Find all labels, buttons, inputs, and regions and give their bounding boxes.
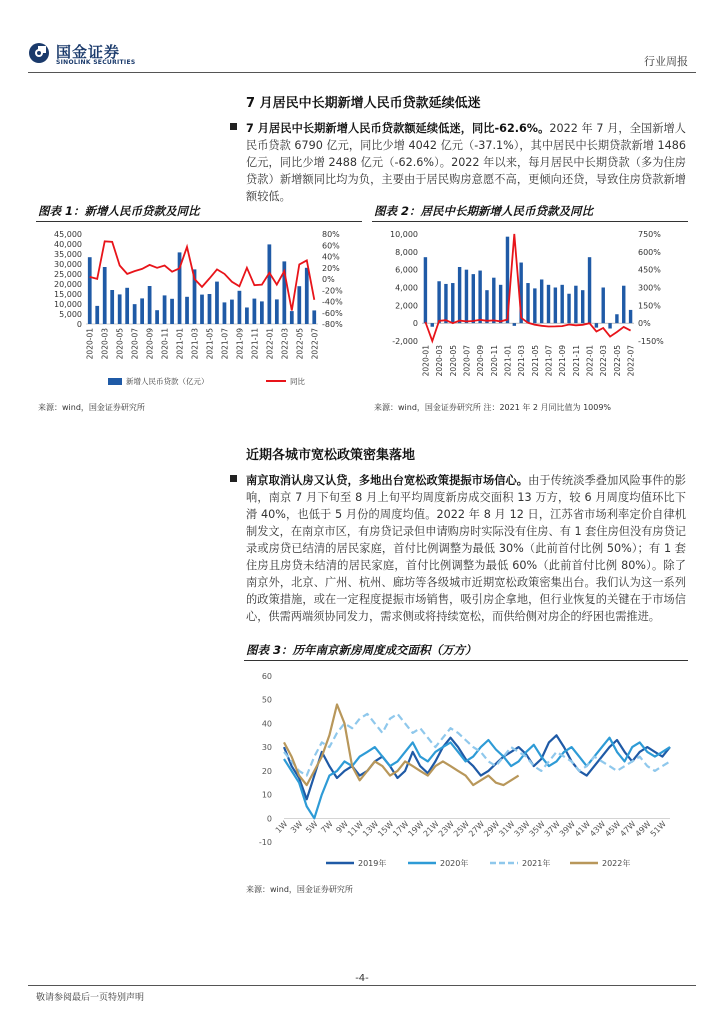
bar [125, 288, 129, 324]
y-right-tick-label: 0% [322, 275, 335, 284]
bar [267, 244, 271, 324]
bar [200, 295, 204, 324]
bar [615, 314, 618, 323]
x-tick-label: 2020-07 [130, 328, 140, 360]
x-tick-label: 1W [273, 819, 290, 835]
bar [622, 286, 625, 323]
y-left-tick-label: 30,000 [54, 260, 82, 269]
bar [110, 290, 114, 324]
bar [588, 257, 591, 323]
x-tick-label: 2021-03 [190, 328, 200, 360]
bar [103, 267, 107, 324]
figure-1-rule [36, 221, 362, 222]
legend-label: 2021年 [522, 859, 551, 868]
x-tick-label: 37W [542, 819, 562, 839]
bar [485, 290, 488, 323]
y-left-tick-label: 15,000 [54, 290, 82, 299]
y-left-tick-label: 8,000 [395, 247, 418, 257]
x-tick-label: 2022-03 [280, 328, 290, 360]
figure-2-rule [372, 221, 688, 222]
x-tick-label: 2021-05 [205, 328, 215, 360]
x-tick-label: 49W [633, 819, 653, 839]
x-tick-label: 2021-09 [558, 345, 568, 377]
bar [424, 257, 427, 323]
y-right-tick-label: 150% [638, 301, 661, 311]
bar [223, 302, 227, 324]
x-tick-label: 21W [421, 819, 441, 839]
bar [478, 271, 481, 324]
x-tick-label: 2020-05 [115, 328, 125, 360]
paragraph-1-lead: 7 月居民中长期新增人民币贷款额延续低迷，同比-62.6%。 [246, 122, 550, 135]
x-tick-label: 7W [319, 819, 335, 835]
bar [253, 299, 257, 324]
figure-1-title: 图表 1：新增人民币贷款及同比 [38, 204, 200, 218]
x-tick-label: 2021-09 [235, 328, 245, 360]
bar [451, 283, 454, 323]
legend-label: 2020年 [440, 859, 469, 868]
x-tick-label: 41W [573, 819, 593, 839]
x-tick-label: 2020-01 [85, 328, 95, 360]
x-tick-label: 2021-11 [250, 328, 260, 360]
figure-1-chart [36, 224, 366, 394]
x-tick-label: 9W [334, 819, 350, 835]
company-logo-icon [28, 42, 50, 64]
y-tick-label: 30 [261, 743, 272, 753]
y-left-tick-label: 25,000 [54, 270, 82, 279]
bar [305, 268, 309, 324]
x-tick-label: 35W [527, 819, 547, 839]
figure-2-title: 图表 2：居民中长期新增人民币贷款及同比 [374, 204, 594, 218]
legend-bar-label: 新增人民币贷款（亿元） [126, 377, 209, 386]
y-tick-label: 50 [261, 695, 272, 705]
bar [431, 323, 434, 327]
y-right-tick-label: -80% [322, 320, 343, 329]
bar [245, 307, 249, 324]
x-tick-label: 2020-01 [421, 345, 431, 377]
y-right-tick-label: 0% [638, 319, 651, 329]
x-tick-label: 45W [603, 819, 623, 839]
bar [547, 285, 550, 323]
bar [437, 281, 440, 323]
section-title-1: 7 月居民中长期新增人民币贷款延续低迷 [246, 96, 481, 111]
y-tick-label: 40 [261, 719, 272, 729]
y-tick-label: 60 [261, 672, 272, 681]
bar [458, 267, 461, 323]
header-divider [28, 72, 696, 73]
x-tick-label: 47W [618, 819, 638, 839]
page-number: -4- [355, 973, 369, 984]
y-left-tick-label: 20,000 [54, 280, 82, 289]
bar [608, 323, 611, 328]
y-tick-label: 10 [261, 790, 272, 800]
x-tick-label: 5W [304, 819, 320, 835]
paragraph-1 [246, 120, 686, 205]
figure-3-title: 图表 3：历年南京新房周度成交面积（万方） [246, 643, 477, 657]
x-tick-label: 2020-03 [435, 345, 445, 377]
y-left-tick-label: 4,000 [395, 283, 418, 293]
bar [208, 294, 212, 324]
figure-3-source: 来源：wind，国金证券研究所 [246, 885, 353, 894]
y-right-tick-label: -40% [322, 297, 343, 307]
bar [560, 285, 563, 323]
bar [499, 285, 502, 323]
legend-label: 2022年 [602, 859, 631, 868]
y-right-tick-label: 20% [322, 263, 340, 273]
y-right-tick-label: 600% [638, 247, 661, 257]
figure-3-chart [244, 664, 690, 876]
y-left-tick-label: 5,000 [59, 310, 82, 319]
x-tick-label: 11W [345, 819, 366, 839]
x-tick-label: 2022-05 [295, 328, 305, 360]
x-tick-label: 33W [512, 819, 532, 839]
report-type: 行业周报 [644, 55, 688, 68]
y-left-tick-label: 10,000 [54, 300, 82, 309]
bullet-square-icon [230, 123, 237, 130]
bar [133, 304, 137, 324]
y-right-tick-label: 80% [322, 230, 340, 239]
x-tick-label: 39W [557, 819, 578, 839]
x-tick-label: 2021-07 [544, 345, 554, 377]
bar [526, 283, 529, 323]
y-right-tick-label: -150% [638, 337, 664, 346]
x-tick-label: 2020-09 [476, 345, 486, 377]
bar [155, 310, 159, 324]
y-right-tick-label: 450% [638, 265, 661, 275]
x-tick-label: 43W [588, 819, 608, 839]
x-tick-label: 2020-09 [145, 328, 155, 360]
bar [297, 286, 301, 324]
bar [574, 286, 577, 323]
x-tick-label: 2021-11 [571, 345, 581, 377]
bar [140, 298, 144, 324]
y-right-tick-label: 300% [638, 283, 661, 293]
bar [185, 297, 189, 324]
x-tick-label: 2022-07 [310, 328, 320, 360]
bar [554, 288, 557, 324]
bar [260, 301, 264, 324]
y-left-tick-label: 2,000 [395, 301, 418, 311]
bar [629, 310, 632, 323]
x-tick-label: 15W [376, 819, 396, 839]
x-tick-label: 2022-01 [585, 345, 595, 377]
x-tick-label: 31W [497, 819, 517, 839]
x-tick-label: 23W [436, 819, 456, 839]
y-right-tick-label: 60% [322, 241, 340, 251]
x-tick-label: 2021-03 [517, 345, 527, 377]
paragraph-2-body: 由于传统淡季叠加风险事件的影响，南京 7 月下旬至 8 月上旬平均周度新房成交面积 13 万方，较 6 月周度均值环比下滑 40%，也低于 5 月份的周度均值。2022 年 8 月 12 日，江苏省市场利率定价自律机制发文，在南京市区，有房贷记录但申请购房时实际没有住房、有 1 套住房但没有房贷记录或房贷已结清的居民家庭，首付比例调整为最低 30%（此前首付比例 50%）；有 1 套住房且房贷未结清的居民家庭，首付比例调整为最低 60%（此前首付比例 80%）。除了南京外，北京、广州、杭州、廊坊等各级城市近期宽松政策密集出台。我们认为这一系列的政策措施，或在一定程度提振市场销售，吸引房企拿地，但行业恢复的关键在于市场信心，供需两端须协同发力，需求侧或将持续宽松，而供给侧对房企的纾困也需推进。 [246, 474, 686, 623]
y-right-tick-label: -60% [322, 308, 343, 318]
bar [163, 295, 167, 324]
y-left-tick-label: 10,000 [390, 230, 418, 239]
bar [238, 291, 242, 324]
y-left-tick-label: 0 [76, 320, 82, 329]
bar [492, 278, 495, 323]
x-tick-label: 17W [391, 819, 411, 839]
bar [88, 257, 92, 324]
legend-line-label: 同比 [290, 377, 305, 386]
company-name-en: SINOLINK SECURITIES [56, 59, 136, 66]
x-tick-label: 2021-07 [220, 328, 230, 360]
bar [118, 294, 122, 324]
x-tick-label: 27W [467, 819, 487, 839]
x-tick-label: 2021-01 [503, 345, 513, 377]
paragraph-2-lead: 南京取消认房又认贷，多地出台宽松政策提振市场信心。 [246, 474, 529, 487]
bar [170, 299, 174, 324]
legend-label: 2019年 [358, 859, 387, 868]
x-tick-label: 2022-03 [599, 345, 609, 377]
y-right-tick-label: 750% [638, 230, 661, 239]
y-right-tick-label: 40% [322, 252, 340, 262]
x-tick-label: 2020-07 [462, 345, 472, 377]
y-left-tick-label: -2,000 [392, 337, 418, 346]
x-tick-label: 3W [288, 819, 305, 835]
x-tick-label: 2020-11 [160, 328, 170, 360]
y-left-tick-label: 0 [412, 319, 418, 329]
bar [567, 294, 570, 323]
bullet-square-icon [230, 475, 237, 482]
x-tick-label: 51W [648, 819, 668, 839]
bar [472, 274, 475, 323]
x-tick-label: 2021-01 [175, 328, 185, 360]
bar [230, 300, 234, 324]
bar [312, 310, 316, 324]
y-left-tick-label: 35,000 [54, 250, 82, 259]
bar [215, 282, 219, 324]
bar [465, 270, 468, 324]
bar [595, 323, 598, 327]
bar [95, 306, 99, 324]
bar [275, 299, 279, 324]
y-left-tick-label: 40,000 [54, 240, 82, 249]
footer-divider [28, 985, 696, 986]
y-left-tick-label: 45,000 [54, 230, 82, 239]
bar [148, 286, 152, 324]
bar [513, 323, 516, 326]
bar [602, 288, 605, 324]
x-tick-label: 29W [482, 819, 502, 839]
x-tick-label: 2022-01 [265, 328, 275, 360]
paragraph-2 [246, 472, 686, 625]
x-tick-label: 2020-05 [448, 345, 458, 377]
bar [581, 290, 584, 323]
figure-2-chart [372, 224, 692, 394]
y-tick-label: -10 [258, 838, 272, 847]
x-tick-label: 2020-03 [100, 328, 110, 360]
x-tick-label: 13W [361, 819, 381, 839]
x-tick-label: 2020-11 [489, 345, 499, 377]
bar [533, 288, 536, 323]
y-tick-label: 0 [266, 814, 272, 824]
x-tick-label: 2022-05 [612, 345, 622, 377]
bar [540, 279, 543, 323]
footer-disclaimer: 敬请参阅最后一页特别声明 [36, 993, 145, 1003]
x-tick-label: 2022-07 [626, 345, 636, 377]
y-tick-label: 20 [261, 766, 272, 776]
x-tick-label: 25W [451, 819, 472, 839]
figure-1-source: 来源：wind，国金证券研究所 [38, 403, 145, 412]
bar [290, 311, 294, 324]
legend-bar-swatch [108, 378, 122, 385]
section-title-2: 近期各城市宽松政策密集落地 [246, 448, 416, 463]
x-tick-label: 2021-05 [530, 345, 540, 377]
paragraph-1-body: 2022 年 7 月，全国新增人民币贷款 6790 亿元，同比少增 4042 亿元（-37.1%），其中居民中长期贷款新增 1486 亿元，同比少增 2488 亿元（-62.6%）。2022 年以来，每月居民中长期贷款（多为住房贷款）新增额同比均为负，主要由于居民购房意愿不高，更倾向还贷，导致住房贷款新增额较低。 [246, 122, 686, 203]
figure-3-rule [244, 660, 688, 661]
company-name-cn: 国金证券 [56, 43, 121, 61]
y-right-tick-label: -20% [322, 286, 343, 296]
y-left-tick-label: 6,000 [395, 265, 418, 275]
x-tick-label: 19W [406, 819, 426, 839]
bar [444, 284, 447, 323]
figure-2-source: 来源：wind，国金证券研究所 注：2021 年 2 月同比值为 1009% [374, 403, 612, 412]
